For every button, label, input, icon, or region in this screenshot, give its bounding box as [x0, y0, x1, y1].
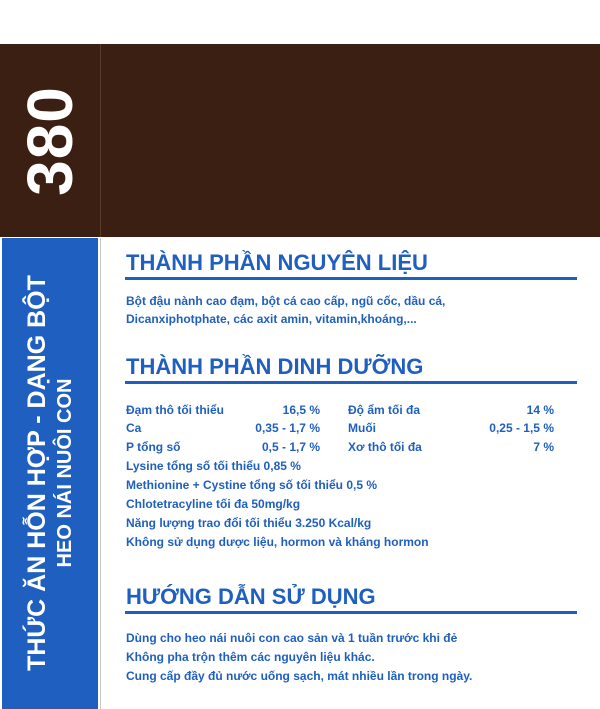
side-label-text — [22, 243, 78, 703]
nutrition-extra-line: Methionine + Cystine tổng số tối thiểu 0,5 % — [126, 478, 378, 492]
ingredients-line-1: Bột đậu nành cao đạm, bột cá cao cấp, ngũ cốc, dầu cá, — [126, 294, 446, 308]
nutrient-value: 7 % — [533, 440, 554, 454]
nutrition-rule — [125, 381, 577, 384]
nutrient-label: Độ ẩm tối đa — [348, 403, 421, 417]
side-label-line2: HEO NÁI NUÔI CON — [54, 378, 76, 568]
usage-title: HƯỚNG DẪN SỬ DỤNG — [126, 584, 376, 609]
nutrient-value: 0,25 - 1,5 % — [489, 421, 554, 435]
nutrient-label: P tổng số — [126, 440, 181, 454]
top-white-band — [0, 0, 600, 44]
nutrition-extra-line: Chlotetracyline tối đa 50mg/kg — [126, 497, 301, 511]
ingredients-title: THÀNH PHẦN NGUYÊN LIỆU — [126, 250, 428, 275]
header-divider — [100, 44, 101, 237]
nutrient-label: Đạm thô tối thiểu — [126, 403, 224, 417]
nutrient-value: 14 % — [526, 403, 554, 417]
product-code: 380 — [14, 85, 86, 196]
usage-line: Dùng cho heo nái nuôi con cao sản và 1 tuần trước khi đẻ — [126, 631, 458, 645]
side-label-panel — [2, 238, 98, 709]
nutrient-value: 16,5 % — [282, 403, 320, 417]
nutrition-extra-line: Năng lượng trao đổi tối thiểu 3.250 Kcal/kg — [126, 516, 372, 530]
nutrition-title: THÀNH PHẦN DINH DƯỠNG — [126, 354, 424, 379]
nutrient-label: Ca — [126, 421, 142, 435]
nutrient-label: Xơ thô tối đa — [348, 440, 422, 454]
product-code-box — [6, 44, 94, 237]
nutrient-label: Muối — [348, 421, 376, 435]
content-left-border — [100, 238, 101, 709]
side-label-line1: THỨC ĂN HỖN HỢP - DẠNG BỘT — [23, 275, 51, 671]
ingredients-rule — [125, 277, 577, 280]
usage-line: Cung cấp đầy đủ nước uống sạch, mát nhiều lần trong ngày. — [126, 669, 473, 683]
usage-rule — [125, 611, 577, 614]
nutrition-extra-line: Không sử dụng dược liệu, hormon và kháng hormon — [126, 535, 429, 549]
nutrition-extra-line: Lysine tổng số tối thiểu 0,85 % — [126, 459, 301, 473]
usage-line: Không pha trộn thêm các nguyên liệu khác. — [126, 650, 375, 664]
nutrient-value: 0,5 - 1,7 % — [261, 440, 320, 454]
nutrient-value: 0,35 - 1,7 % — [255, 421, 320, 435]
ingredients-line-2: Dicanxiphotphate, các axit amin, vitamin,khoáng,... — [126, 312, 417, 326]
